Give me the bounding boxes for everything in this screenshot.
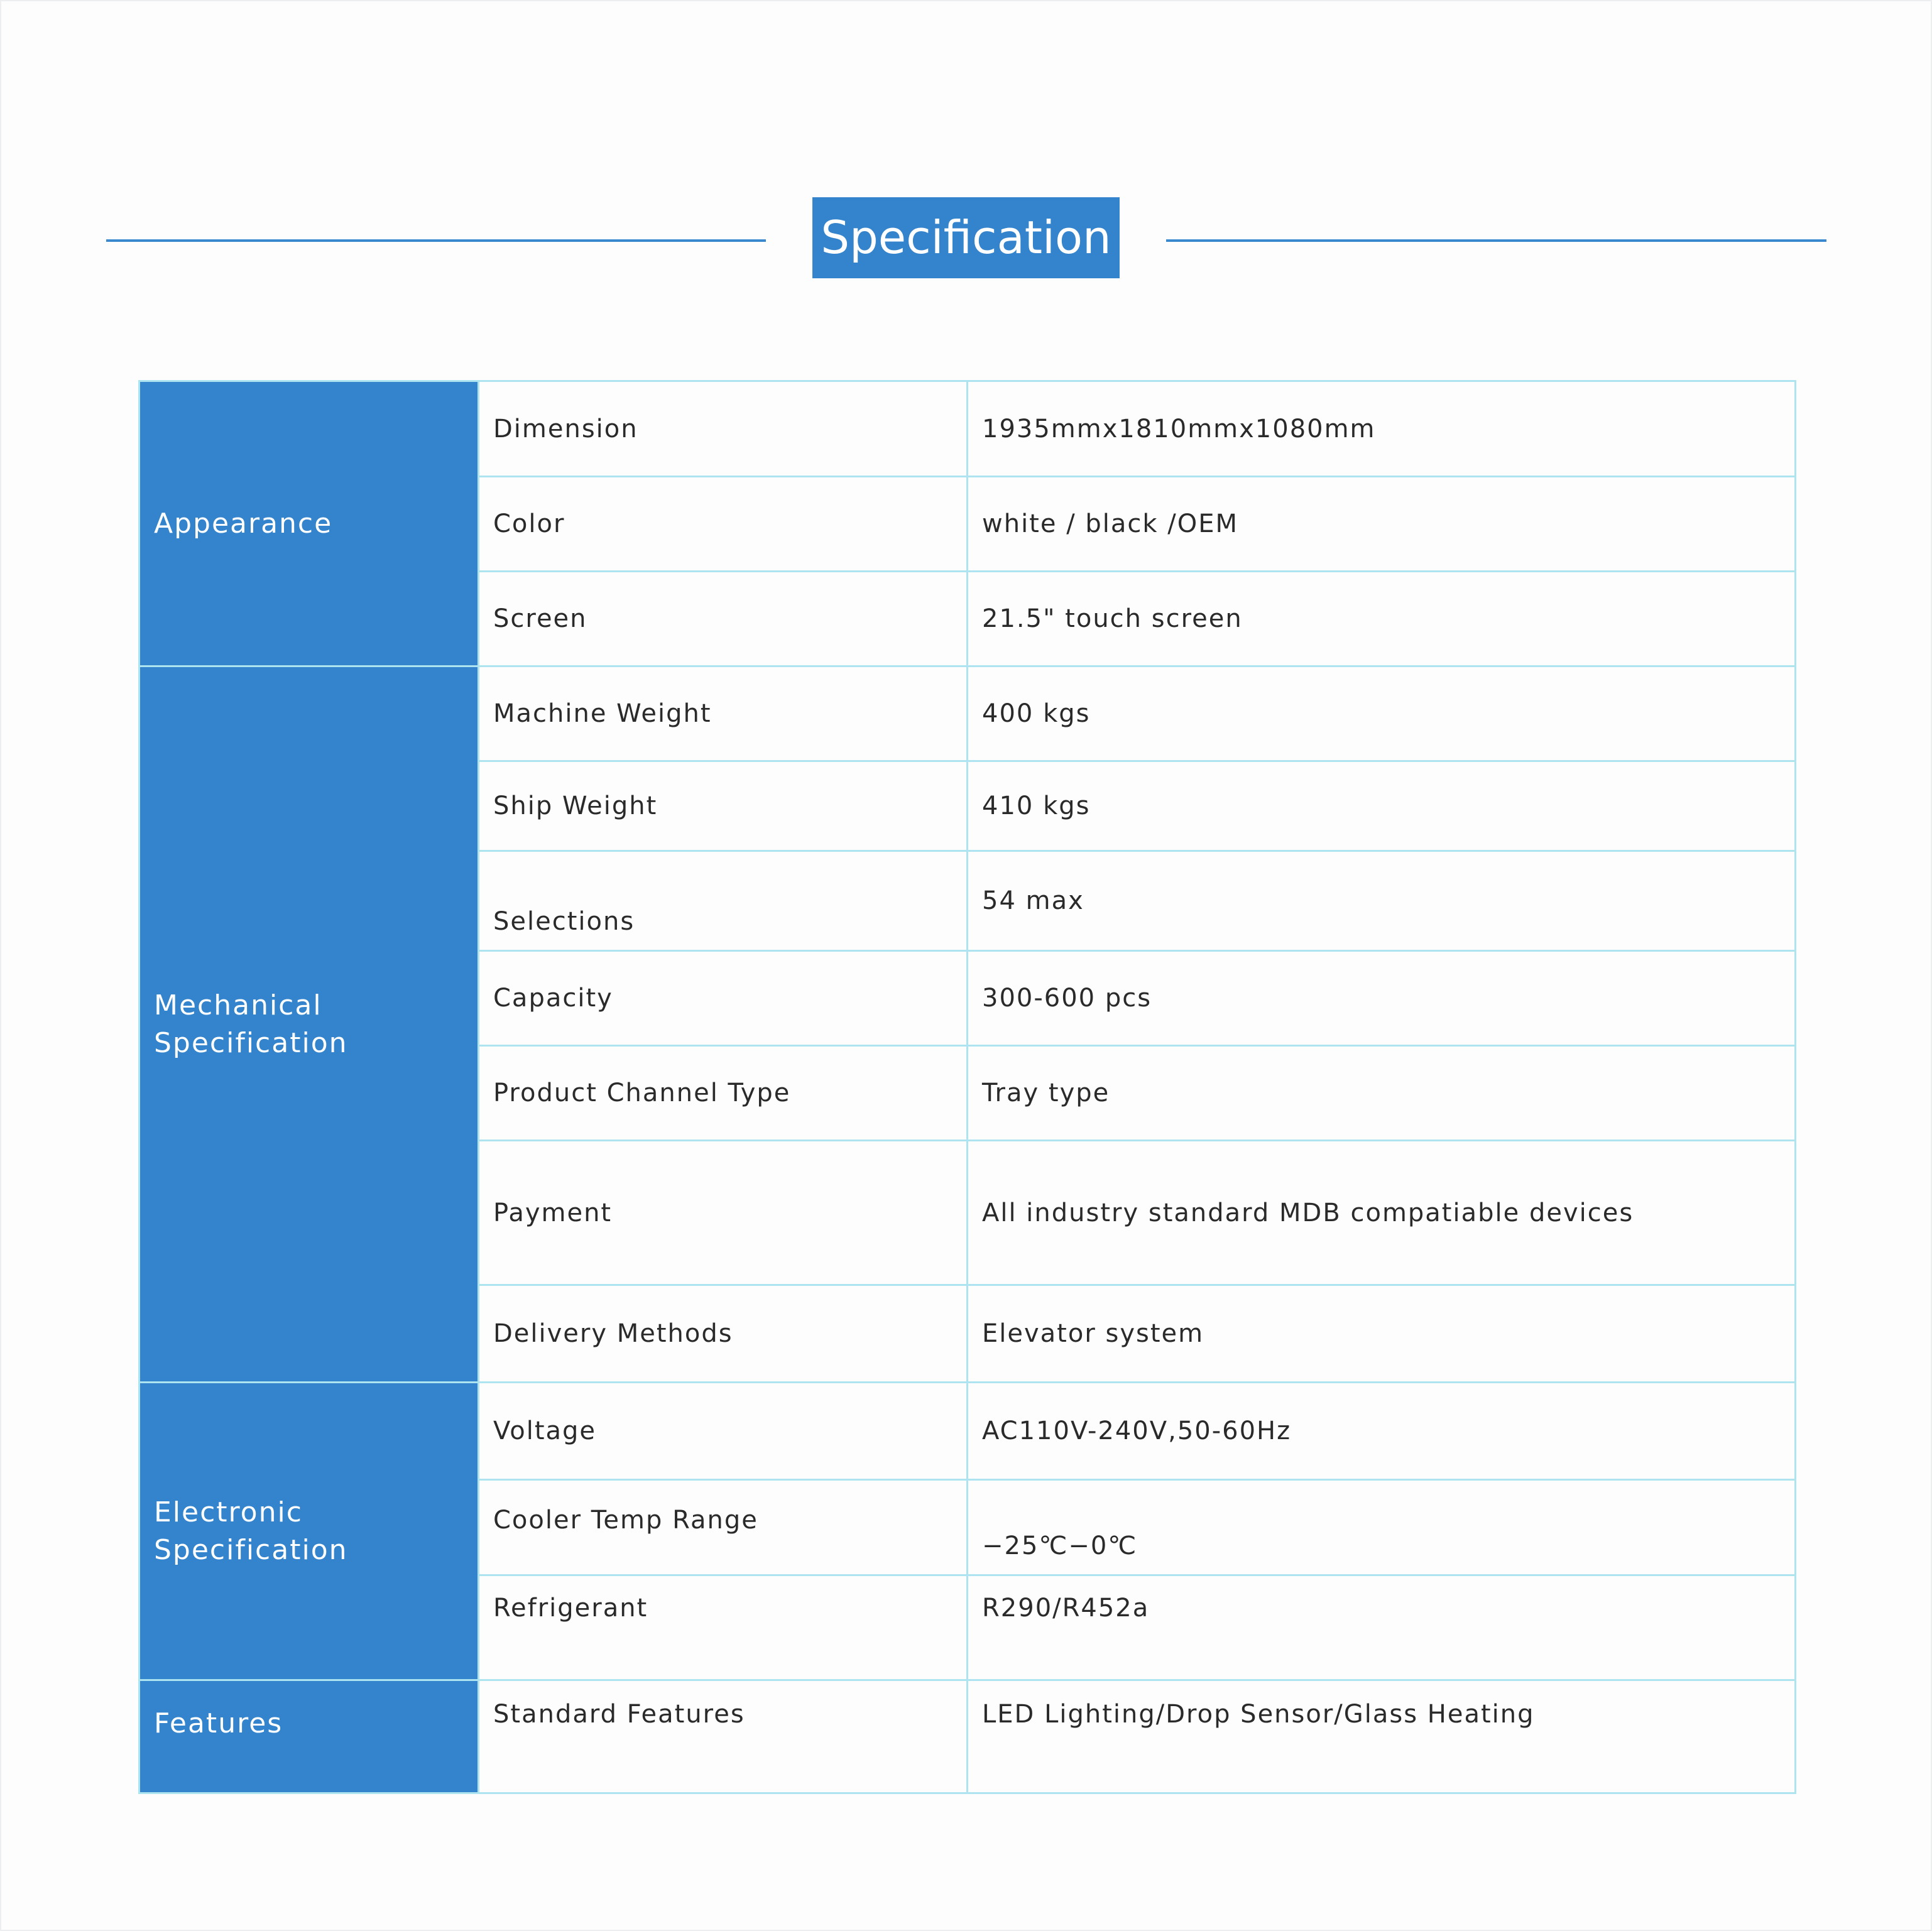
table-row [139,1680,1796,1793]
value-cell: AC110V-240V,50-60Hz [968,1383,1796,1480]
value-cell: 410 kgs [968,761,1796,851]
value-cell: white / black /OEM [968,477,1796,572]
value-cell: −25℃−0℃ [968,1480,1796,1575]
category-cell-features: Features [139,1680,479,1793]
category-cell-appearance: Appearance [139,381,479,666]
attribute-cell: Color [479,477,968,572]
attribute-cell: Screen [479,572,968,666]
attribute-cell: Ship Weight [479,761,968,851]
value-cell: 54 max [968,851,1796,951]
attribute-cell: Capacity [479,951,968,1046]
value-cell: Tray type [968,1046,1796,1141]
attribute-cell: Product Channel Type [479,1046,968,1141]
value-cell: LED Lighting/Drop Sensor/Glass Heating [968,1680,1796,1793]
specification-table [138,380,1796,1794]
value-cell: R290/R452a [968,1575,1796,1680]
value-cell: 400 kgs [968,666,1796,761]
section-title: Specification [812,197,1120,278]
header-rule-left [106,239,766,242]
attribute-cell: Payment [479,1141,968,1285]
value-cell: 300-600 pcs [968,951,1796,1046]
category-cell-electronic: Electronic Specification [139,1383,479,1680]
value-cell: Elevator system [968,1285,1796,1383]
table-row [139,1383,1796,1480]
attribute-cell: Delivery Methods [479,1285,968,1383]
value-cell: All industry standard MDB compatiable devices [968,1141,1796,1285]
attribute-cell: Machine Weight [479,666,968,761]
header-rule-right [1166,239,1826,242]
table-row [139,381,1796,477]
value-cell: 21.5" touch screen [968,572,1796,666]
table-row [139,666,1796,761]
attribute-cell: Standard Features [479,1680,968,1793]
attribute-cell: Dimension [479,381,968,477]
attribute-cell: Selections [479,851,968,951]
attribute-cell: Refrigerant [479,1575,968,1680]
attribute-cell: Voltage [479,1383,968,1480]
attribute-cell: Cooler Temp Range [479,1480,968,1575]
value-cell: 1935mmx1810mmx1080mm [968,381,1796,477]
category-cell-mechanical: Mechanical Specification [139,666,479,1383]
